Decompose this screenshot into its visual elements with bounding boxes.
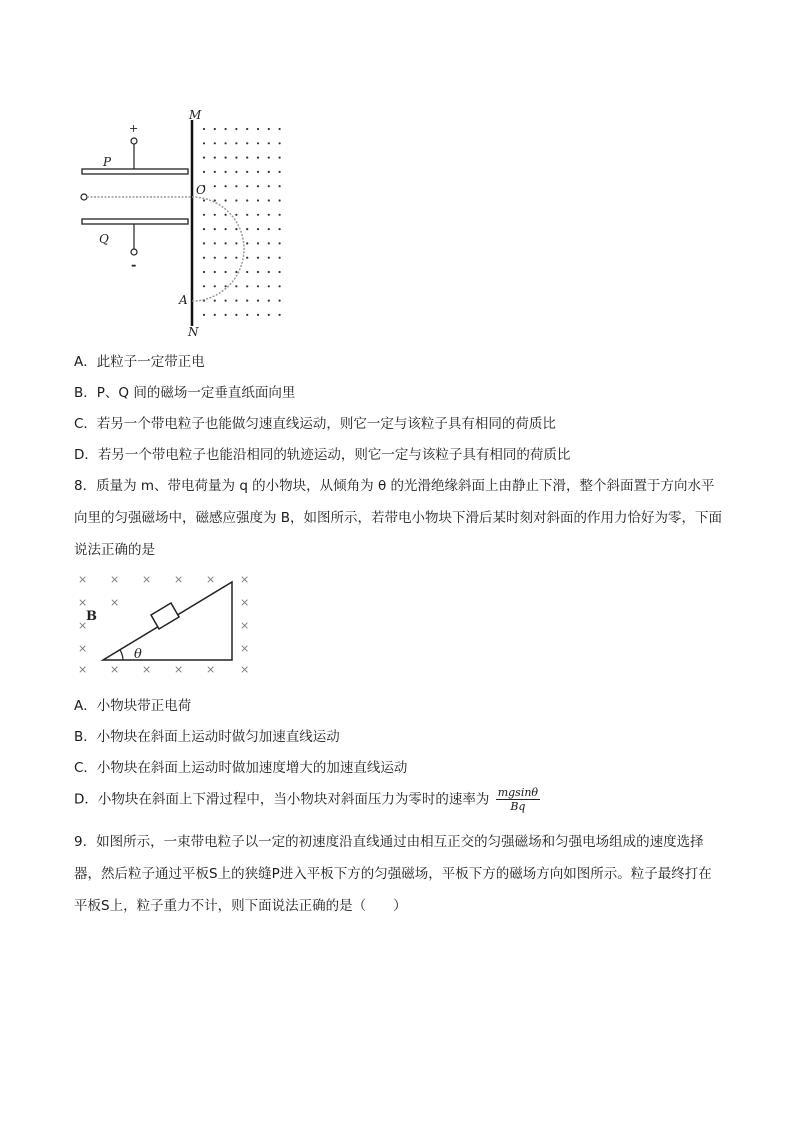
field-dot: [257, 314, 259, 316]
field-dot: [246, 185, 248, 187]
field-cross: ×: [240, 642, 250, 655]
label-p: P: [103, 155, 112, 169]
field-cross: ×: [240, 573, 250, 586]
minus-sign: -: [131, 258, 137, 273]
field-dot: [214, 128, 216, 130]
field-dot: [279, 300, 281, 302]
field-cross: ×: [78, 619, 88, 632]
field-dot: [214, 142, 216, 144]
field-dot: [203, 142, 205, 144]
field-dot: [225, 128, 227, 130]
plate-q: [82, 219, 188, 224]
field-dot: [214, 157, 216, 159]
field-dot: [279, 214, 281, 216]
field-dot: [246, 214, 248, 216]
field-dot: [268, 185, 270, 187]
q7-option-a: A．此粒子一定带正电: [74, 354, 205, 370]
field-dot: [268, 300, 270, 302]
field-cross: ×: [206, 663, 216, 676]
field-dot: [203, 157, 205, 159]
field-dot: [225, 242, 227, 244]
field-cross: ×: [240, 663, 250, 676]
field-dot: [268, 228, 270, 230]
q8-option-d: [74, 786, 540, 813]
field-dot: [235, 314, 237, 316]
field-dot: [268, 271, 270, 273]
label-o: O: [196, 183, 206, 197]
field-dot: [257, 242, 259, 244]
field-dot: [257, 128, 259, 130]
label-theta: θ: [134, 647, 142, 662]
field-dot: [257, 271, 259, 273]
field-dot: [246, 300, 248, 302]
field-dot: [225, 285, 227, 287]
q8-option-b: B．小物块在斜面上运动时做匀加速直线运动: [74, 729, 340, 745]
field-dot: [246, 228, 248, 230]
field-dot: [279, 171, 281, 173]
field-dot: [203, 314, 205, 316]
field-dot: [203, 128, 205, 130]
q8-option-d-text: D．小物块在斜面上下滑过程中，当小物块对斜面压力为零时的速率为: [74, 791, 490, 808]
terminal-negative: [131, 249, 137, 255]
field-dot: [268, 142, 270, 144]
terminal-positive: [131, 138, 137, 144]
q7-option-d: D．若另一个带电粒子也能沿相同的轨迹运动，则它一定与该粒子具有相同的荷质比: [74, 447, 571, 463]
label-m: M: [189, 108, 202, 122]
field-cross: ×: [110, 596, 120, 609]
field-dot: [203, 214, 205, 216]
field-dot: [203, 285, 205, 287]
field-cross: ×: [206, 573, 216, 586]
field-dot: [203, 171, 205, 173]
field-dot: [246, 314, 248, 316]
field-dot: [225, 300, 227, 302]
field-dot: [225, 157, 227, 159]
field-dot: [203, 199, 205, 201]
field-dot: [235, 228, 237, 230]
q8-option-a: A．小物块带正电荷: [74, 698, 192, 714]
field-dot: [214, 285, 216, 287]
field-dot: [257, 185, 259, 187]
field-dot: [225, 257, 227, 259]
field-dot: [235, 128, 237, 130]
field-dot: [279, 242, 281, 244]
field-dot: [203, 228, 205, 230]
field-cross: ×: [78, 663, 88, 676]
field-dot: [203, 271, 205, 273]
fraction-denominator: Bq: [510, 800, 526, 813]
field-dot: [257, 199, 259, 201]
field-cross: ×: [78, 596, 88, 609]
field-cross: ×: [142, 573, 152, 586]
field-dot: [246, 242, 248, 244]
field-dot: [246, 128, 248, 130]
field-cross: ×: [78, 573, 88, 586]
field-dot: [235, 300, 237, 302]
field-dot: [257, 142, 259, 144]
field-dot: [279, 228, 281, 230]
field-dot: [246, 271, 248, 273]
field-dot: [268, 314, 270, 316]
field-dot: [257, 157, 259, 159]
field-dot: [235, 142, 237, 144]
field-cross: ×: [240, 596, 250, 609]
field-dot: [225, 271, 227, 273]
figure-velocity-selector: [74, 104, 294, 340]
field-dot: [257, 228, 259, 230]
field-dot: [235, 285, 237, 287]
field-dot: [214, 228, 216, 230]
field-cross: ×: [174, 663, 184, 676]
field-dot: [268, 257, 270, 259]
field-dot: [246, 171, 248, 173]
field-dot: [279, 314, 281, 316]
magnetic-field-dots: [203, 128, 281, 316]
label-a: A: [179, 293, 188, 307]
field-dot: [225, 185, 227, 187]
field-dot: [268, 199, 270, 201]
field-cross: ×: [78, 642, 88, 655]
field-dot: [279, 142, 281, 144]
field-dot: [214, 271, 216, 273]
field-dot: [268, 157, 270, 159]
plus-sign: +: [129, 122, 139, 135]
field-dot: [235, 157, 237, 159]
field-dot: [235, 214, 237, 216]
field-dot: [214, 314, 216, 316]
field-dot: [225, 171, 227, 173]
field-dot: [279, 157, 281, 159]
field-dot: [257, 285, 259, 287]
field-dot: [246, 285, 248, 287]
field-dot: [203, 242, 205, 244]
particle-source: [81, 194, 87, 200]
field-dot: [235, 185, 237, 187]
field-dot: [214, 257, 216, 259]
field-dot: [214, 171, 216, 173]
field-cross: ×: [110, 663, 120, 676]
field-dot: [257, 257, 259, 259]
fraction-numerator: mgsinθ: [497, 786, 539, 799]
field-cross: ×: [110, 573, 120, 586]
field-dot: [235, 257, 237, 259]
field-dot: [279, 271, 281, 273]
field-dot: [257, 171, 259, 173]
label-q: Q: [99, 232, 109, 246]
field-dot: [279, 199, 281, 201]
label-n: N: [188, 325, 199, 339]
speed-fraction: [496, 786, 540, 813]
field-dot: [203, 257, 205, 259]
field-dot: [235, 271, 237, 273]
field-cross: ×: [240, 619, 250, 632]
field-dot: [246, 199, 248, 201]
field-dot: [268, 214, 270, 216]
q7-option-c: C．若另一个带电粒子也能做匀速直线运动，则它一定与该粒子具有相同的荷质比: [74, 416, 556, 432]
field-dot: [235, 242, 237, 244]
field-dot: [235, 171, 237, 173]
field-dot: [279, 257, 281, 259]
figure-incline: [72, 570, 258, 678]
field-dot: [246, 142, 248, 144]
field-dot: [214, 300, 216, 302]
q9-stem: 9．如图所示，一束带电粒子以一定的初速度沿直线通过由相互正交的匀强磁场和匀强电场组成的速度选择器，然后粒子通过平板S上的狭缝P进入平板下方的匀强磁场，平板下方的磁场方向如图所示。粒子最终打在平板S上，粒子重力不计，则下面说法正确的是（ ）: [74, 834, 712, 914]
label-b: B: [86, 609, 97, 624]
plate-p: [82, 169, 188, 174]
field-dot: [268, 171, 270, 173]
q8-stem: 8．质量为 m、带电荷量为 q 的小物块，从倾角为 θ 的光滑绝缘斜面上由静止下滑，整个斜面置于方向水平向里的匀强磁场中，磁感应强度为 B，如图所示，若带电小物块下滑后某时刻对斜面的作用力恰好为零，下面说法正确的是: [74, 478, 723, 558]
field-dot: [225, 314, 227, 316]
field-cross: ×: [142, 663, 152, 676]
field-dot: [268, 128, 270, 130]
q7-option-b: B．P、Q 间的磁场一定垂直纸面向里: [74, 385, 296, 401]
field-dot: [235, 199, 237, 201]
field-cross: ×: [174, 573, 184, 586]
field-dot: [268, 285, 270, 287]
field-dot: [225, 214, 227, 216]
field-dot: [279, 285, 281, 287]
q8-option-c: C．小物块在斜面上运动时做加速度增大的加速直线运动: [74, 760, 408, 776]
field-dot: [225, 228, 227, 230]
field-dot: [257, 214, 259, 216]
field-dot: [214, 242, 216, 244]
field-dot: [257, 300, 259, 302]
field-dot: [246, 157, 248, 159]
field-dot: [214, 214, 216, 216]
field-dot: [214, 185, 216, 187]
field-dot: [225, 142, 227, 144]
field-dot: [279, 128, 281, 130]
field-dot: [246, 257, 248, 259]
field-dot: [268, 242, 270, 244]
field-dot: [225, 199, 227, 201]
field-dot: [279, 185, 281, 187]
